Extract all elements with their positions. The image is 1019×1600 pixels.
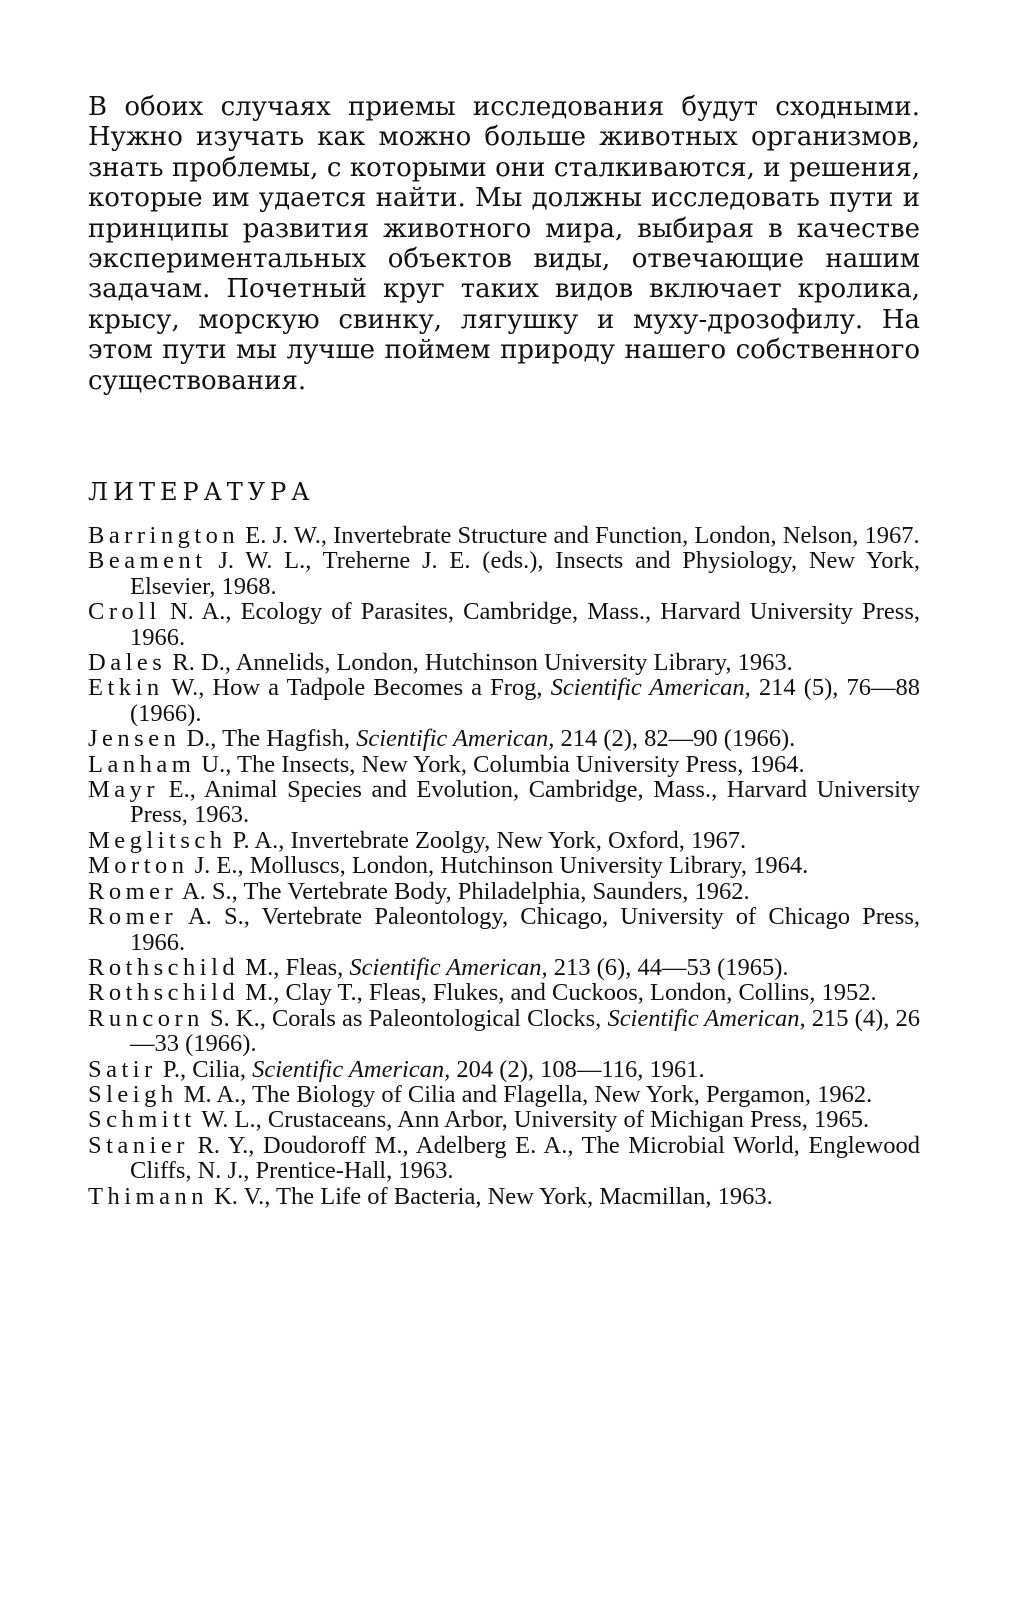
reference-text: P. A., Invertebrate Zoolgy, New York, Oxford, 1967. xyxy=(226,826,747,854)
reference-item xyxy=(88,777,920,828)
reference-item xyxy=(88,1057,920,1082)
reference-item xyxy=(88,1133,920,1184)
reference-details: 214 (5), 76—88 (1966). xyxy=(130,674,920,727)
reference-text: S. K., Corals as Paleontological Clocks, xyxy=(203,1004,608,1032)
references-list xyxy=(88,523,920,1209)
reference-text: M., Clay T., Fleas, Flukes, and Cuckoos, London, Collins, 1952. xyxy=(239,979,877,1007)
reference-item xyxy=(88,904,920,955)
reference-journal: Scientific American, xyxy=(252,1055,451,1083)
reference-author: Sleigh xyxy=(88,1080,178,1108)
reference-text: E. J. W., Invertebrate Structure and Function, London, Nelson, 1967. xyxy=(239,522,920,549)
reference-author: Stanier xyxy=(88,1131,189,1159)
reference-author: Rothschild xyxy=(88,979,240,1007)
reference-details: 213 (6), 44—53 (1965). xyxy=(547,953,789,981)
reference-text: J. W. L., Treherne J. E. (eds.), Insects and Physiology, New York, Elsevier, 1968. xyxy=(130,547,920,600)
reference-author: Beament xyxy=(88,547,207,575)
reference-author: Thimann xyxy=(88,1182,208,1210)
reference-item xyxy=(88,650,920,675)
reference-details: 215 (4), 26—33 (1966). xyxy=(130,1004,920,1058)
reference-item xyxy=(88,675,920,726)
reference-details: 204 (2), 108—116, 1961. xyxy=(450,1055,705,1083)
reference-item xyxy=(88,548,920,599)
reference-item xyxy=(88,980,920,1005)
reference-item xyxy=(88,1082,920,1107)
reference-author: Croll xyxy=(88,598,161,626)
reference-author: Runcorn xyxy=(88,1004,204,1032)
reference-item xyxy=(88,523,920,548)
reference-author: Meglitsch xyxy=(88,826,227,854)
reference-text: M., Fleas, xyxy=(239,953,350,981)
reference-text: R. D., Annelids, London, Hutchinson University Library, 1963. xyxy=(166,649,793,677)
reference-item xyxy=(88,955,920,980)
reference-text: R. Y., Doudoroff M., Adelberg E. A., The Microbial World, Englewood Cliffs, N. J., Prentice-Hall, 1963. xyxy=(130,1131,920,1185)
reference-author: Lanham xyxy=(88,750,196,778)
reference-item xyxy=(88,1006,920,1057)
reference-item xyxy=(88,828,920,853)
body-paragraph: В обоих случаях приемы исследования будут сходными. Нужно изучать как можно больше животных организмов, знать проблемы, с которыми они сталкиваются, и решения, которые им удается найти. Мы должны исследовать пути и принципы развития животного мира, выбирая в качестве экспериментальных объектов виды, отвечающие нашим задачам. Почетный круг таких видов включает кролика, крысу, морскую свинку, лягушку и муху-дрозофилу. На этом пути мы лучше поймем природу нашего собственного существования. xyxy=(88,92,920,396)
reference-text: U., The Insects, New York, Columbia University Press, 1964. xyxy=(195,750,805,778)
reference-journal: Scientific American, xyxy=(607,1004,806,1032)
reference-text: P., Cilia, xyxy=(156,1055,253,1083)
reference-author: Dales xyxy=(88,649,167,677)
reference-item xyxy=(88,853,920,878)
reference-author: Barrington xyxy=(88,522,240,549)
reference-text: E., Animal Species and Evolution, Cambridge, Mass., Harvard University Press, 1963. xyxy=(130,776,920,829)
reference-author: Romer xyxy=(88,877,178,905)
reference-text: W. L., Crustaceans, Ann Arbor, University of Michigan Press, 1965. xyxy=(195,1106,870,1134)
reference-text: K. V., The Life of Bacteria, New York, Macmillan, 1963. xyxy=(207,1182,773,1210)
reference-text: M. A., The Biology of Cilia and Flagella, New York, Pergamon, 1962. xyxy=(177,1080,873,1108)
reference-author: Mayr xyxy=(88,776,160,804)
reference-journal: Scientific American, xyxy=(550,674,751,702)
reference-item xyxy=(88,1184,920,1209)
references-heading: ЛИТЕРАТУРА xyxy=(88,478,315,506)
reference-item xyxy=(88,752,920,777)
reference-journal: Scientific American, xyxy=(349,953,548,981)
reference-author: Rothschild xyxy=(88,953,240,981)
reference-item xyxy=(88,726,920,751)
reference-author: Satir xyxy=(88,1055,157,1083)
reference-text: D., The Hagfish, xyxy=(180,725,357,753)
reference-text: J. E., Molluscs, London, Hutchinson University Library, 1964. xyxy=(188,852,809,880)
reference-author: Jensen xyxy=(88,725,181,753)
reference-details: 214 (2), 82—90 (1966). xyxy=(554,725,796,753)
reference-author: Romer xyxy=(88,903,178,931)
reference-item xyxy=(88,1107,920,1132)
reference-author: Morton xyxy=(88,852,189,880)
reference-text: A. S., The Vertebrate Body, Philadelphia, Saunders, 1962. xyxy=(177,877,750,905)
reference-author: Etkin xyxy=(88,674,164,702)
reference-text: N. A., Ecology of Parasites, Cambridge, Mass., Harvard University Press, 1966. xyxy=(130,598,920,651)
reference-text: W., How a Tadpole Becomes a Frog, xyxy=(163,674,551,702)
reference-author: Schmitt xyxy=(88,1106,196,1134)
reference-journal: Scientific American, xyxy=(356,725,555,753)
reference-item xyxy=(88,879,920,904)
reference-text: A. S., Vertebrate Paleontology, Chicago, University of Chicago Press, 1966. xyxy=(130,903,920,956)
reference-item xyxy=(88,599,920,650)
